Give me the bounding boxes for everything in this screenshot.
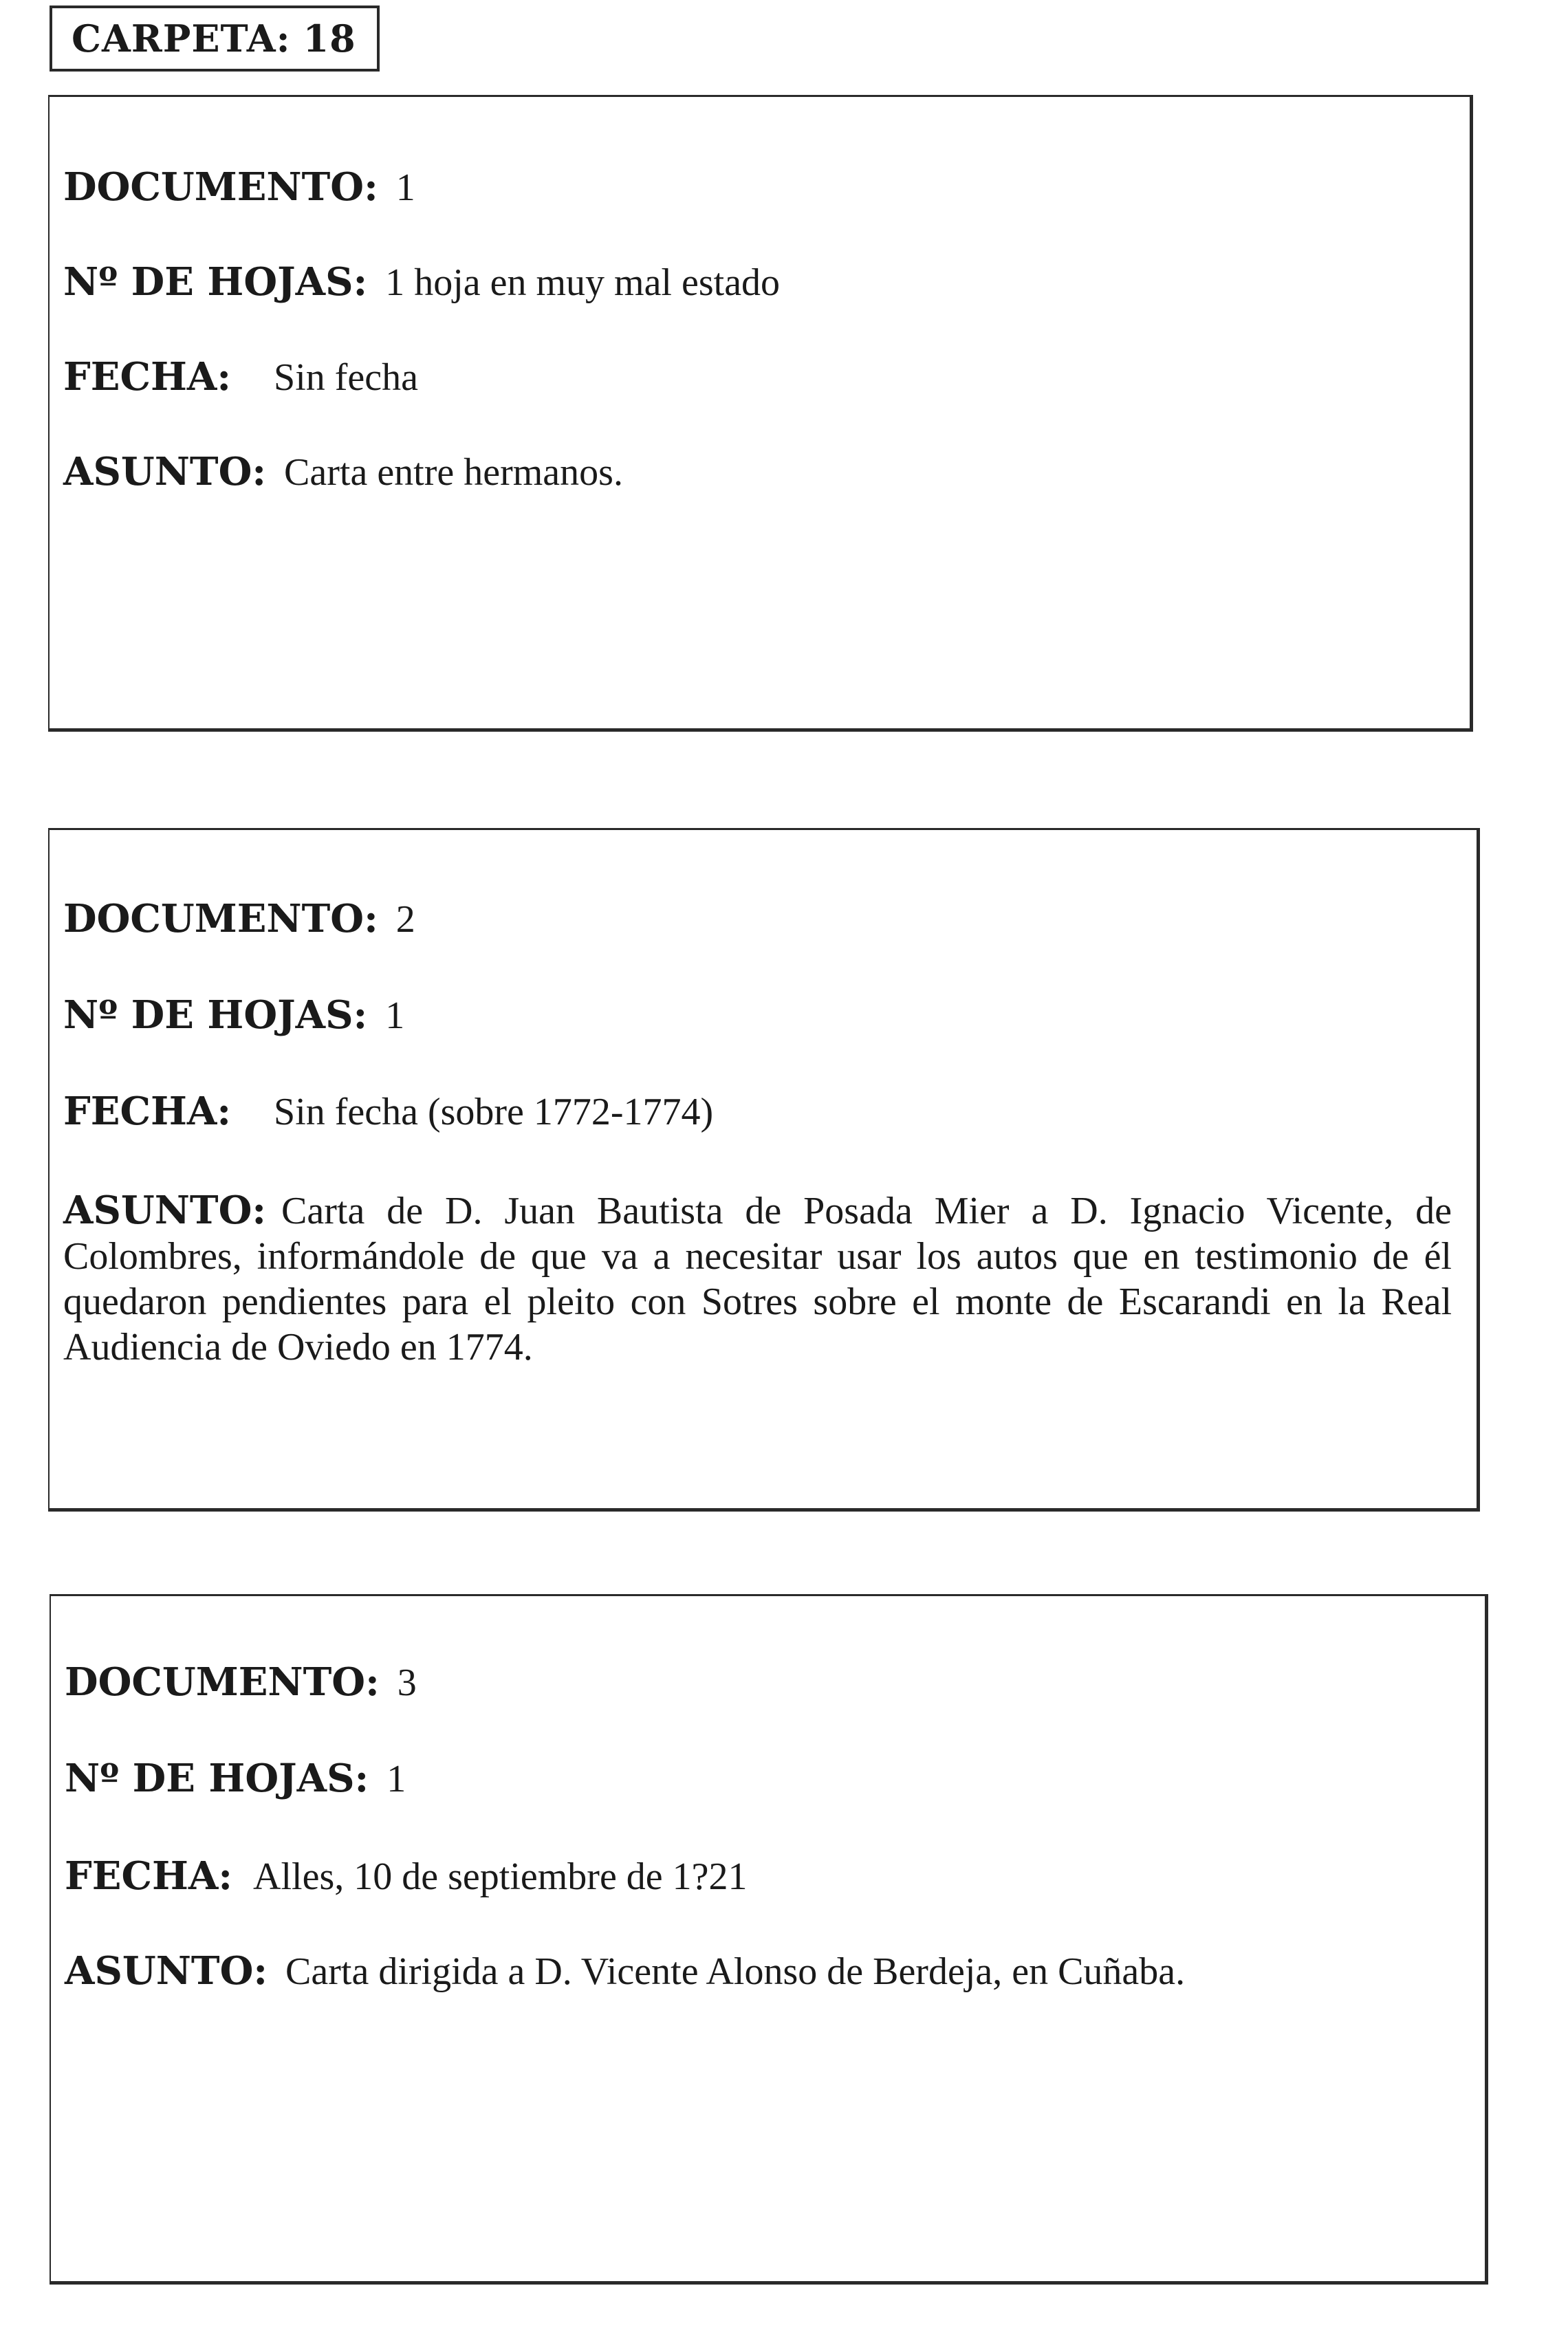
asunto-value: Carta de D. Juan Bautista de Posada Mier a D. Ignacio Vicente, de Colombres, informándole de que va a necesitar usar los autos que en testimonio de él quedaron pendientes para el pleito con Sotres sobre el monte de Escarandi en la Real Audiencia de Oviedo en 1774. [63, 1190, 1452, 1369]
hojas-value: 1 [386, 1758, 406, 1800]
fecha-label: FECHA: [63, 354, 232, 400]
hojas-label: Nº DE HOJAS: [65, 1756, 369, 1801]
fecha-value: Alles, 10 de septiembre de 1?21 [253, 1855, 748, 1898]
documento-label: DOCUMENTO: [63, 896, 378, 941]
documento-row [65, 1659, 1460, 1705]
fecha-value: Sin fecha [274, 356, 418, 399]
hojas-label: Nº DE HOJAS: [63, 259, 368, 305]
hojas-row [63, 259, 1445, 305]
documento-row [63, 164, 1445, 210]
document-card-2 [48, 828, 1480, 1512]
documento-row [63, 896, 1452, 941]
documento-value: 3 [397, 1661, 417, 1704]
documento-label: DOCUMENTO: [65, 1659, 380, 1705]
document-card-1 [48, 95, 1473, 732]
hojas-value: 1 [385, 994, 405, 1037]
asunto-paragraph [63, 1188, 1452, 1370]
asunto-value: Carta entre hermanos. [284, 451, 623, 494]
hojas-value: 1 hoja en muy mal estado [385, 261, 781, 304]
fecha-row [63, 354, 1445, 400]
fecha-row [63, 1089, 1452, 1134]
carpeta-label: CARPETA: [72, 17, 291, 61]
carpeta-number: 18 [303, 17, 356, 61]
fecha-value: Sin fecha (sobre 1772-1774) [274, 1091, 714, 1133]
asunto-row [65, 1948, 1460, 1994]
documento-value: 2 [395, 898, 415, 941]
hojas-row [63, 992, 1452, 1038]
asunto-label: ASUNTO: [63, 1188, 267, 1233]
asunto-label: ASUNTO: [63, 449, 267, 494]
asunto-label: ASUNTO: [65, 1948, 268, 1994]
documento-label: DOCUMENTO: [63, 164, 378, 210]
documento-value: 1 [395, 166, 415, 209]
asunto-value: Carta dirigida a D. Vicente Alonso de Berdeja, en Cuñaba. [285, 1950, 1186, 1993]
asunto-row [63, 449, 1445, 494]
document-card-3 [50, 1594, 1488, 2285]
carpeta-header [50, 6, 380, 72]
hojas-label: Nº DE HOJAS: [63, 992, 368, 1038]
hojas-row [65, 1756, 1460, 1801]
fecha-label: FECHA: [63, 1089, 232, 1134]
fecha-label: FECHA: [65, 1853, 233, 1899]
fecha-row [65, 1853, 1460, 1899]
